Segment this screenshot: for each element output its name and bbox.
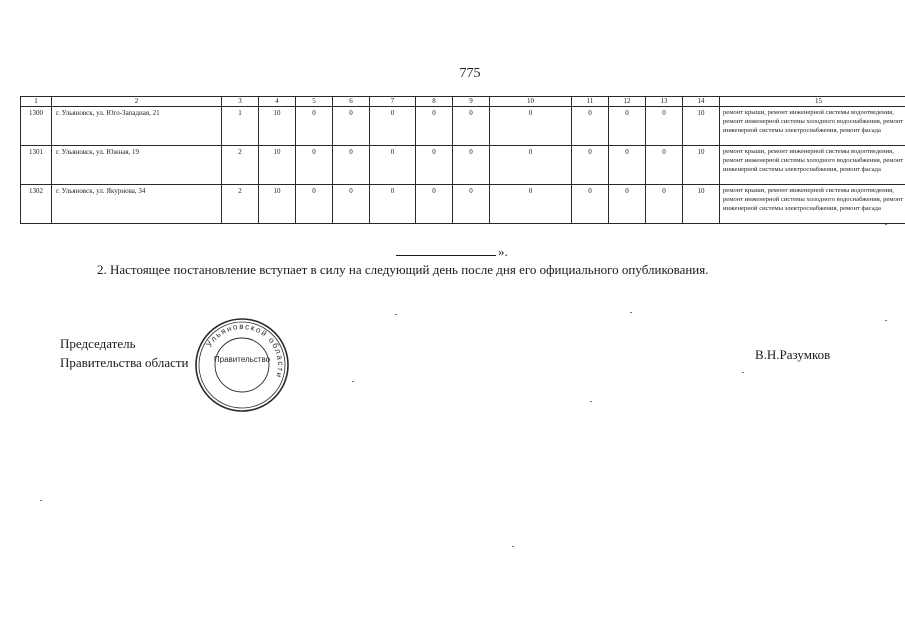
value-cell: 0 — [370, 146, 416, 185]
value-cell: 0 — [416, 185, 453, 224]
value-cell: 0 — [453, 107, 490, 146]
value-cell: 10 — [683, 107, 720, 146]
value-cell: 0 — [646, 107, 683, 146]
value-cell: 1 — [222, 107, 259, 146]
works-cell: ремонт крыши, ремонт инженерной системы водоотведения, ремонт инженерной системы холодного водоснабжения, ремонт инженерной системы электроснабжения, ремонт фасада — [720, 146, 905, 185]
housing-repair-table — [20, 96, 905, 224]
value-cell: 2 — [222, 146, 259, 185]
signer-position — [60, 334, 189, 372]
value-cell: 10 — [683, 146, 720, 185]
column-number: 8 — [416, 97, 453, 107]
value-cell: 0 — [296, 146, 333, 185]
column-number: 2 — [52, 97, 222, 107]
table-row — [21, 185, 905, 224]
value-cell: 10 — [683, 185, 720, 224]
column-number: 5 — [296, 97, 333, 107]
value-cell: 0 — [370, 107, 416, 146]
value-cell: 0 — [572, 146, 609, 185]
value-cell: 0 — [453, 146, 490, 185]
seal-outer-ring — [196, 319, 288, 411]
table-row — [21, 146, 905, 185]
address-cell: г. Ульяновск, ул. Южная, 19 — [52, 146, 222, 185]
column-number: 13 — [646, 97, 683, 107]
address-cell: г. Ульяновск, ул. Якурнова, 34 — [52, 185, 222, 224]
value-cell: 0 — [572, 185, 609, 224]
value-cell: 0 — [333, 185, 370, 224]
scan-speck — [40, 500, 42, 501]
column-number: 6 — [333, 97, 370, 107]
column-number: 9 — [453, 97, 490, 107]
scan-speck — [885, 224, 887, 225]
column-number-row — [21, 97, 905, 107]
value-cell: 0 — [572, 107, 609, 146]
column-number: 3 — [222, 97, 259, 107]
value-cell: 0 — [296, 107, 333, 146]
value-cell: 2 — [222, 185, 259, 224]
value-cell: 0 — [333, 146, 370, 185]
signer-name: В.Н.Разумков — [755, 347, 831, 362]
closing-quote: ». — [498, 244, 508, 259]
column-number: 12 — [609, 97, 646, 107]
closing-quote-line — [396, 244, 508, 260]
works-cell: ремонт крыши, ремонт инженерной системы водоотведения, ремонт инженерной системы холодного водоснабжения, ремонт инженерной системы электроснабжения, ремонт фасада — [720, 185, 905, 224]
value-cell: 0 — [416, 107, 453, 146]
address-cell: г. Ульяновск, ул. Юго-Западная, 21 — [52, 107, 222, 146]
scan-speck — [742, 372, 744, 373]
scan-speck — [352, 381, 354, 382]
value-cell: 10 — [259, 107, 296, 146]
value-cell: 0 — [646, 185, 683, 224]
scan-speck — [630, 312, 632, 313]
page-number: 775 — [459, 66, 481, 81]
scan-speck — [885, 320, 887, 321]
column-number: 11 — [572, 97, 609, 107]
value-cell: 0 — [453, 185, 490, 224]
value-cell: 10 — [259, 146, 296, 185]
signer-position-line-1: Председатель — [60, 336, 136, 351]
works-cell: ремонт крыши, ремонт инженерной системы водоотведения, ремонт инженерной системы холодного водоснабжения, ремонт инженерной системы электроснабжения, ремонт фасада — [720, 107, 905, 146]
row-index: 1302 — [21, 185, 52, 224]
value-cell: 0 — [609, 146, 646, 185]
official-seal — [193, 317, 291, 413]
column-number: 14 — [683, 97, 720, 107]
column-number: 4 — [259, 97, 296, 107]
row-index: 1301 — [21, 146, 52, 185]
value-cell: 0 — [646, 146, 683, 185]
blank-rule — [396, 255, 496, 256]
column-number: 1 — [21, 97, 52, 107]
seal-center-text: Правительство — [213, 355, 271, 364]
column-number: 10 — [490, 97, 572, 107]
scan-speck — [395, 314, 397, 315]
seal-center-ring — [215, 338, 269, 392]
value-cell: 10 — [259, 185, 296, 224]
value-cell: 0 — [490, 107, 572, 146]
value-cell: 0 — [370, 185, 416, 224]
table-row — [21, 107, 905, 146]
value-cell: 0 — [490, 185, 572, 224]
value-cell: 0 — [609, 107, 646, 146]
clause-2: 2. Настоящее постановление вступает в силу на следующий день после дня его официального опубликования. — [97, 262, 709, 277]
value-cell: 0 — [609, 185, 646, 224]
column-number: 7 — [370, 97, 416, 107]
scan-speck — [512, 546, 514, 547]
column-number: 15 — [720, 97, 905, 107]
value-cell: 0 — [416, 146, 453, 185]
value-cell: 0 — [490, 146, 572, 185]
scan-speck — [590, 401, 592, 402]
value-cell: 0 — [296, 185, 333, 224]
value-cell: 0 — [333, 107, 370, 146]
seal-ring-text: Ульяновской области — [204, 321, 286, 380]
signer-position-line-2: Правительства области — [60, 355, 189, 370]
row-index: 1300 — [21, 107, 52, 146]
